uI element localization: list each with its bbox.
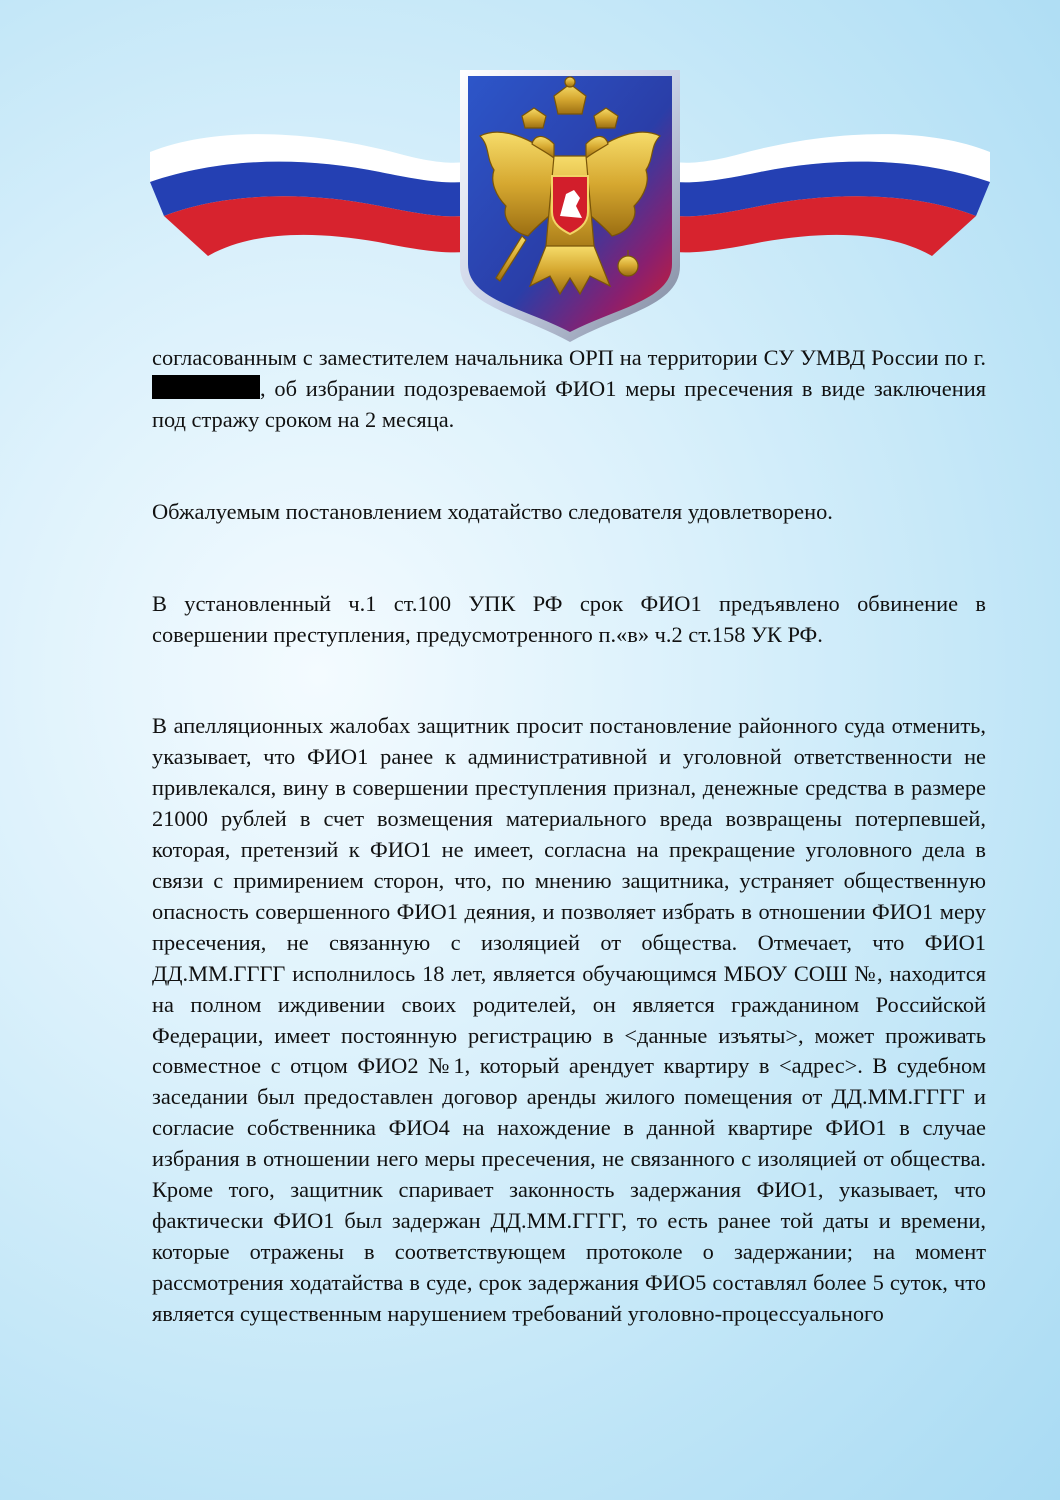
- redaction-block: [152, 375, 260, 399]
- paragraph-2: Обжалуемым постановлением ходатайство следователя удовлетворено.: [152, 498, 833, 524]
- paragraph-1: [152, 343, 986, 436]
- paragraph-4: В апелляционных жалобах защитник просит постановление районного суда отменить, указывает, что ФИО1 ранее к административной и уголовной ответственности не привлекался, вину в совершении преступления признал, денежные средства в размере 21000 рублей в счет возмещения материального вреда возвращены потерпевшей, которая, претензий к ФИО1 не имеет, согласна на прекращение уголовного дела в связи с примирением сторон, что, по мнению защитника, устраняет общественную опасность совершенного ФИО1 деяния, и позволяет избрать в отношении ФИО1 меру пресечения, не связанную с изоляцией от общества. Отмечает, что ФИО1 ДД.ММ.ГГГГ исполнилось 18 лет, является обучающимся МБОУ СОШ №, находится на полном иждивении своих родителей, он является гражданином Российской Федерации, имеет постоянную регистрацию в <данные изъяты>, может проживать совместное с отцом ФИО2 №1, который арендует квартиру в <адрес>. В судебном заседании был предоставлен договор аренды жилого помещения от ДД.ММ.ГГГГ и согласие собственника ФИО4 на нахождение в данной квартире ФИО1 в случае избрания в отношении него меры пресечения, не связанного с изоляцией от общества. Кроме того, защитник спаривает законность задержания ФИО1, указывает, что фактически ФИО1 был задержан ДД.ММ.ГГГГ, то есть ранее той даты и времени, которые отражены в соответствующем протоколе о задержании; на момент рассмотрения ходатайства в суде, срок задержания ФИО5 составлял более 5 суток, что является существенным нарушением требований уголовно-процессуального: [152, 713, 986, 1326]
- document-body: [152, 343, 986, 1330]
- paragraph-1-end: , об избрании подозреваемой ФИО1 меры пресечения в виде заключения под стражу сроком на 2 месяца.: [152, 375, 986, 432]
- paragraph-1-start: согласованным с заместителем начальника ОРП на территории СУ УМВД России по г.: [152, 345, 986, 370]
- coat-of-arms-icon: [150, 66, 990, 346]
- paragraph-3: В установленный ч.1 ст.100 УПК РФ срок ФИО1 предъявлено обвинение в совершении преступления, предусмотренного п.«в» ч.2 ст.158 УК РФ.: [152, 590, 986, 647]
